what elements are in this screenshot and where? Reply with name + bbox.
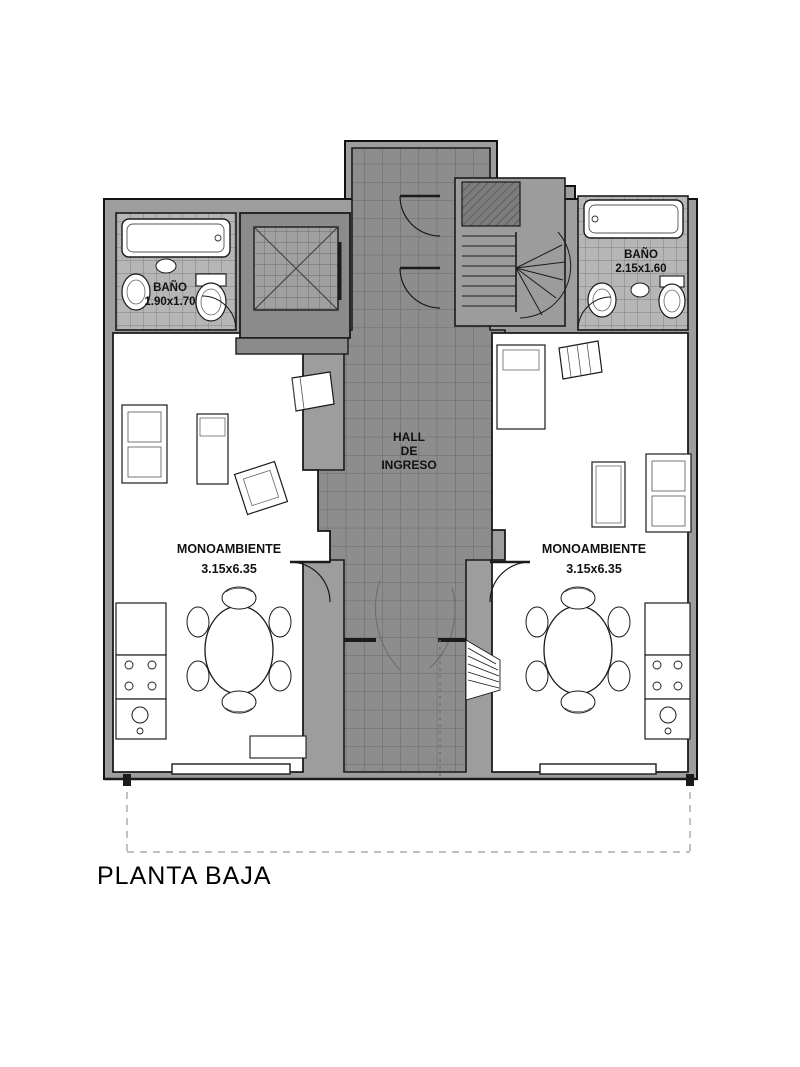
label-bano-der-name: BAÑO — [624, 249, 658, 261]
label-monoambiente-izq-name: MONOAMBIENTE — [176, 542, 282, 556]
sofa-left — [122, 405, 167, 483]
label-monoambiente-der-dimensions: 3.15x6.35 — [566, 562, 622, 576]
toilet-right-fixture — [659, 276, 685, 318]
kitchen-right — [645, 603, 690, 739]
bed-right — [497, 345, 545, 429]
bathtub-left-fixture — [122, 219, 230, 257]
bed-left — [197, 414, 228, 484]
kitchen-left — [116, 603, 166, 739]
sofa-right — [646, 454, 691, 532]
label-bano-der-dimensions: 2.15x1.60 — [615, 263, 667, 275]
page-title: PLANTA BAJA — [97, 862, 272, 890]
bathroom-left — [116, 213, 236, 330]
bidet-left-fixture — [156, 259, 176, 273]
desk-right — [559, 341, 602, 379]
label-hall-line3: INGRESO — [381, 458, 437, 472]
label-monoambiente-der-name: MONOAMBIENTE — [541, 542, 647, 556]
elevator-shaft — [236, 213, 350, 354]
label-hall-line2: DE — [400, 444, 418, 458]
bathtub-right-fixture — [584, 200, 683, 238]
label-bano-izq-name: BAÑO — [153, 282, 187, 294]
wardrobe-right — [592, 462, 625, 527]
label-monoambiente-izq-dimensions: 3.15x6.35 — [201, 562, 257, 576]
label-hall-line1: HALL — [393, 430, 425, 444]
bidet-right-fixture — [631, 283, 649, 297]
label-bano-izq-dimensions: 1.90x1.70 — [144, 296, 196, 308]
sink-right-fixture — [588, 283, 616, 317]
desk-left — [292, 372, 334, 411]
window-right — [540, 764, 656, 774]
staircase — [455, 178, 571, 326]
